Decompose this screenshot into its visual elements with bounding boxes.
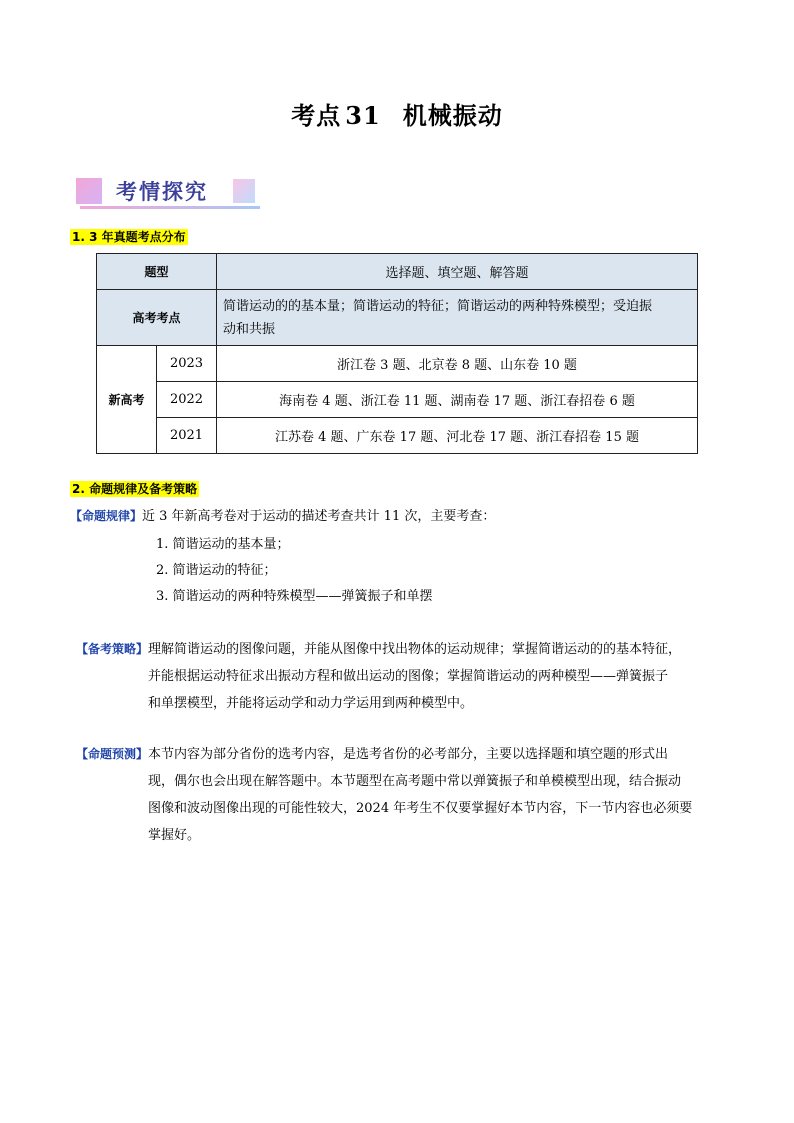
forecast-line: 本节内容为部分省份的选考内容，是选考省份的必考部分，主要以选择题和填空题的形式出 — [148, 747, 669, 762]
strategy-line: 理解简谐运动的图像问题，并能从图像中找出物体的运动规律；掌握简谐运动的的基本特征， — [148, 642, 682, 657]
title-prefix: 考点 — [291, 101, 342, 130]
exam-distribution-table — [96, 253, 698, 454]
table-row — [97, 290, 698, 346]
table-row — [97, 254, 698, 290]
papers-cell: 海南卷 4 题、浙江卷 11 题、湖南卷 17 题、浙江春招卷 6 题 — [217, 382, 698, 418]
banner-underline — [80, 206, 260, 209]
year-cell: 2023 — [157, 346, 217, 382]
strategy-line: 和单摆模型，并能将运动学和动力学运用到两种模型中。 — [148, 696, 474, 711]
table-row — [97, 418, 698, 454]
banner-label: 考情探究 — [116, 180, 208, 204]
papers-cell: 江苏卷 4 题、广东卷 17 题、河北卷 17 题、浙江春招卷 15 题 — [217, 418, 698, 454]
row-type-label: 题型 — [97, 254, 217, 290]
rule-text: 近 3 年新高考卷对于运动的描述考查共计 11 次，主要考查： — [142, 509, 496, 524]
section1-heading: 1. 3 年真题考点分布 — [72, 230, 186, 244]
banner-decoration-square — [233, 179, 255, 203]
strategy-line: 并能根据运动特征求出振动方程和做出运动的图像；掌握简谐运动的两种模型——弹簧振子 — [148, 669, 669, 684]
forecast-line: 图像和波动图像出现的可能性较大，2024 年考生不仅要掌握好本节内容，下一节内容也必须要 — [148, 801, 693, 816]
list-item: 2. 简谐运动的特征； — [156, 563, 277, 578]
title-name: 机械振动 — [402, 101, 503, 130]
papers-cell: 浙江卷 3 题、北京卷 8 题、山东卷 10 题 — [217, 346, 698, 382]
table-row — [97, 382, 698, 418]
forecast-line: 掌握好。 — [148, 828, 201, 843]
page-title — [0, 96, 794, 131]
strategy-paragraph — [76, 636, 736, 717]
row-points-line: 简谐运动的的基本量；简谐运动的特征；简谐运动的两种特殊模型；受迫振 — [223, 298, 653, 314]
forecast-paragraph — [76, 741, 736, 849]
rule-tag: 【命题规律】 — [70, 509, 143, 523]
rule-paragraph — [70, 503, 495, 530]
list-item: 3. 简谐运动的两种特殊模型——弹簧振子和单摆 — [156, 589, 433, 604]
group-label: 新高考 — [97, 346, 157, 454]
row-points-value — [217, 290, 698, 346]
title-number: 31 — [345, 101, 381, 130]
section2-heading: 2. 命题规律及备考策略 — [72, 482, 198, 496]
row-points-label: 高考考点 — [97, 290, 217, 346]
list-item: 1. 简谐运动的基本量； — [156, 537, 290, 552]
year-cell: 2021 — [157, 418, 217, 454]
forecast-tag: 【命题预测】 — [76, 747, 149, 761]
row-type-value: 选择题、填空题、解答题 — [217, 254, 698, 290]
table-row — [97, 346, 698, 382]
banner-decoration-square — [76, 178, 102, 204]
row-points-line: 动和共振 — [223, 321, 276, 337]
forecast-line: 现，偶尔也会出现在解答题中。本节题型在高考题中常以弹簧振子和单模模型出现，结合振动 — [148, 774, 682, 789]
section-banner — [76, 176, 260, 212]
strategy-tag: 【备考策略】 — [76, 642, 149, 656]
year-cell: 2022 — [157, 382, 217, 418]
